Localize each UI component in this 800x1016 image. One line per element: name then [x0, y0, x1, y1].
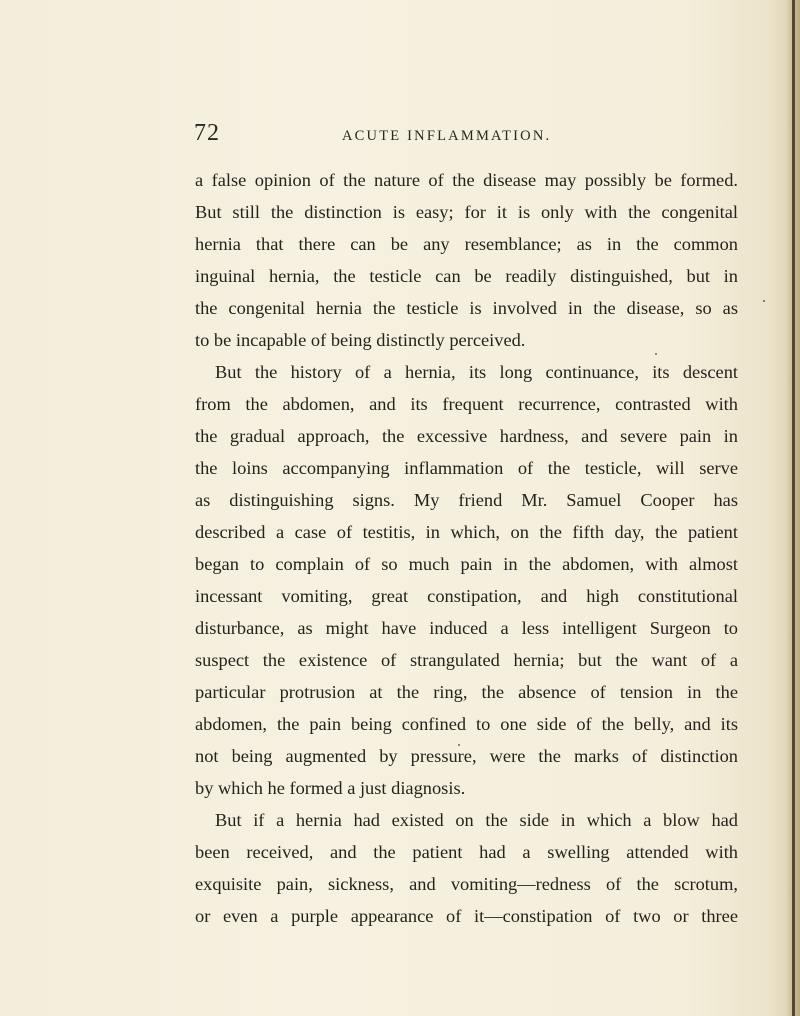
text-line: from the abdomen, and its frequent recurrence, contrasted with	[195, 394, 738, 414]
text-line: a false opinion of the nature of the disease may possibly be formed.	[195, 170, 738, 190]
text-line: described a case of testitis, in which, on the fifth day, the patient	[195, 522, 738, 542]
page-number: 72	[194, 120, 220, 146]
text-line: the loins accompanying inflammation of the testicle, will serve	[195, 458, 738, 478]
text-line: hernia that there can be any resemblance; as in the common	[195, 234, 738, 254]
text-line: incessant vomiting, great constipation, and high constitutional	[195, 586, 738, 606]
text-line: the gradual approach, the excessive hardness, and severe pain in	[195, 426, 738, 446]
text-line: or even a purple appearance of it—constipation of two or three	[195, 906, 738, 926]
text-line: particular protrusion at the ring, the absence of tension in the	[195, 682, 738, 702]
text-line: as distinguishing signs. My friend Mr. Samuel Cooper has	[195, 490, 738, 510]
body-text	[195, 164, 738, 932]
text-line: exquisite pain, sickness, and vomiting—redness of the scrotum,	[195, 874, 738, 894]
text-line: disturbance, as might have induced a less intelligent Surgeon to	[195, 618, 738, 638]
text-line: began to complain of so much pain in the abdomen, with almost	[195, 554, 738, 574]
text-line: not being augmented by pressure, were the marks of distinction	[195, 746, 738, 766]
text-line: But if a hernia had existed on the side in which a blow had	[215, 810, 738, 830]
paper-speck	[655, 353, 657, 355]
paper-speck	[458, 744, 460, 746]
text-line: But still the distinction is easy; for it is only with the congenital	[195, 202, 738, 222]
running-title: ACUTE INFLAMMATION.	[342, 128, 552, 144]
text-line: by which he formed a just diagnosis.	[195, 778, 466, 798]
text-line: abdomen, the pain being confined to one side of the belly, and its	[195, 714, 738, 734]
text-line: to be incapable of being distinctly perceived.	[195, 330, 526, 350]
paper-speck	[763, 300, 765, 302]
text-line: the congenital hernia the testicle is involved in the disease, so as	[195, 298, 738, 318]
page-edge-shadow	[786, 0, 800, 1016]
text-line: But the history of a hernia, its long continuance, its descent	[215, 362, 738, 382]
running-head	[194, 120, 754, 150]
text-line: suspect the existence of strangulated hernia; but the want of a	[195, 650, 738, 670]
text-line: been received, and the patient had a swelling attended with	[195, 842, 738, 862]
text-line: inguinal hernia, the testicle can be readily distinguished, but in	[195, 266, 738, 286]
